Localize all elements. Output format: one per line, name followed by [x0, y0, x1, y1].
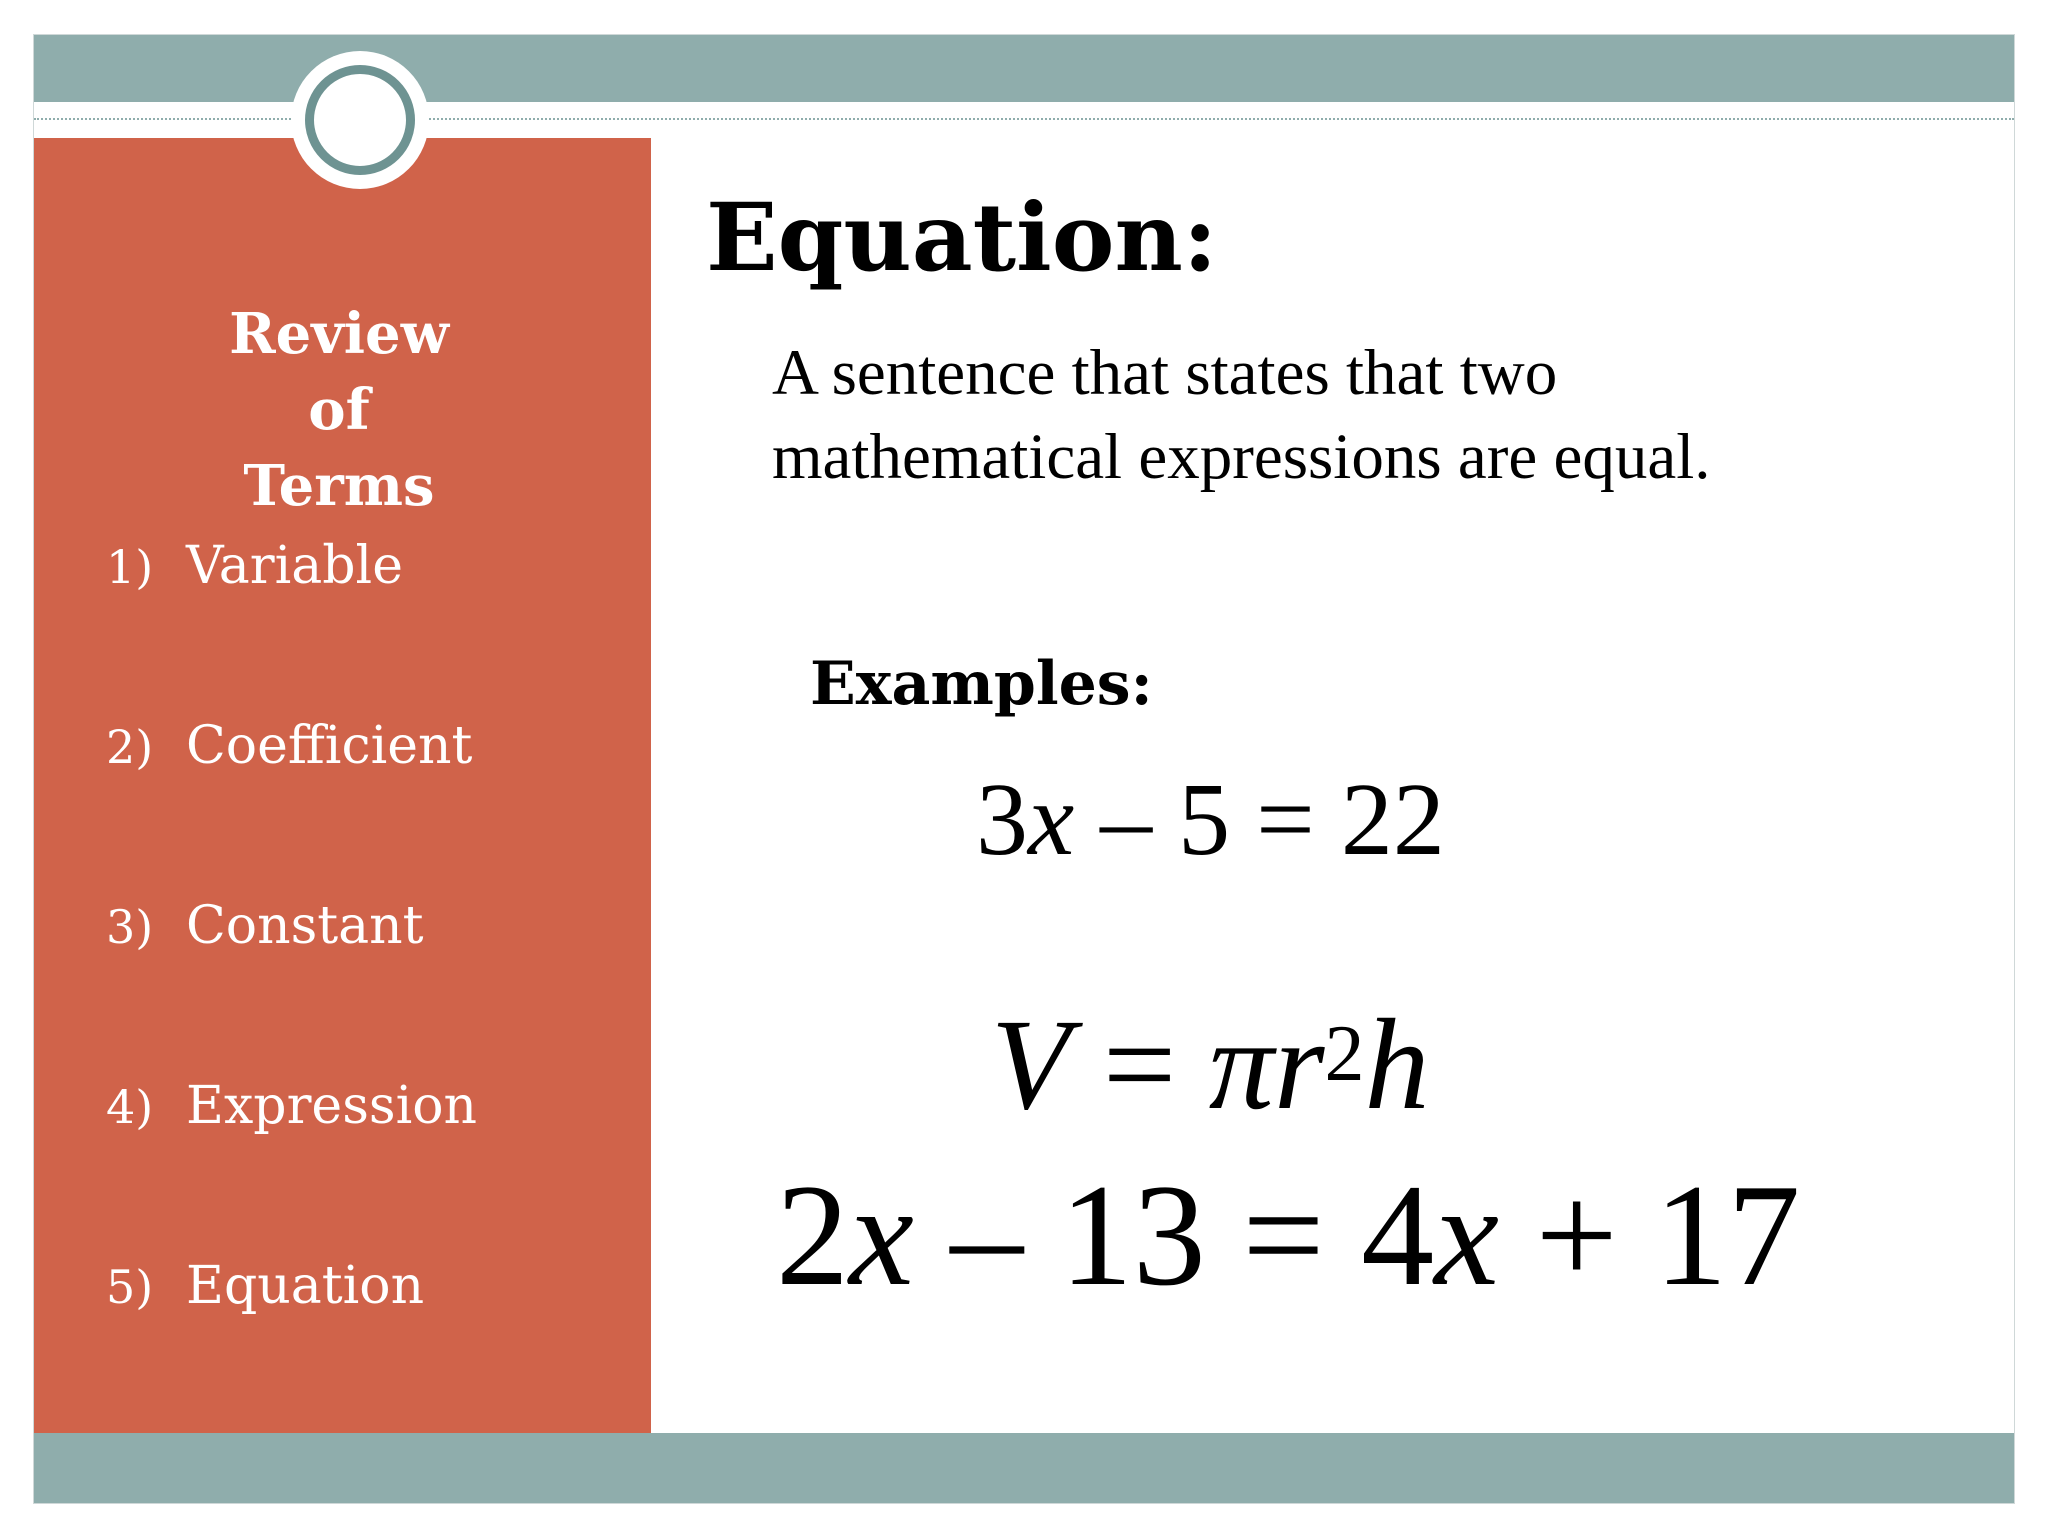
eq1-coefficient: 3 — [976, 762, 1028, 877]
example-equation-1 — [976, 760, 1445, 880]
example-equation-2 — [991, 990, 1429, 1157]
examples-label: Examples: — [810, 649, 1153, 719]
ring-ornament — [305, 65, 415, 175]
list-item-label: Constant — [186, 896, 424, 956]
eq2-volume: V — [991, 993, 1071, 1137]
eq3-variable-2: x — [1434, 1154, 1499, 1316]
list-item-variable — [106, 536, 403, 597]
eq3-variable-1: x — [849, 1154, 914, 1316]
eq2-radius: r — [1273, 993, 1325, 1137]
definition-text: A sentence that states that two mathematical expressions are equal. — [772, 337, 1711, 493]
sidebar-title-line-1: Review — [229, 301, 449, 367]
slide — [33, 34, 2015, 1504]
eq2-equals: = — [1070, 993, 1209, 1137]
list-item-coefficient — [106, 716, 472, 777]
list-item-number: 1) — [106, 540, 154, 594]
list-item-label: Equation — [186, 1256, 425, 1316]
list-item-number: 5) — [106, 1260, 154, 1314]
list-item-expression — [106, 1076, 477, 1137]
eq3-coefficient: 2 — [776, 1154, 849, 1316]
list-item-label: Expression — [186, 1076, 478, 1136]
bottom-accent-band — [34, 1433, 2014, 1503]
slide-title: Equation: — [706, 183, 1218, 293]
list-item-label: Variable — [186, 536, 403, 596]
list-item-number: 4) — [106, 1080, 154, 1134]
list-item-equation — [106, 1256, 424, 1317]
example-equation-3 — [776, 1150, 1800, 1320]
list-item-number: 3) — [106, 900, 154, 954]
eq1-variable: x — [1028, 762, 1075, 877]
eq2-exponent: 2 — [1324, 1010, 1365, 1098]
list-item-label: Coefficient — [186, 716, 473, 776]
list-item-constant — [106, 896, 424, 957]
eq3-end: + 17 — [1498, 1154, 1801, 1316]
sidebar-title-line-2: of — [308, 377, 370, 443]
eq2-height: h — [1364, 993, 1430, 1137]
eq3-middle: – 13 = 4 — [913, 1154, 1435, 1316]
eq1-rest: – 5 = 22 — [1074, 762, 1445, 877]
sidebar-panel — [34, 138, 651, 1435]
sidebar-title — [169, 296, 509, 524]
sidebar-title-line-3: Terms — [243, 453, 435, 519]
eq2-pi: π — [1208, 993, 1274, 1137]
list-item-number: 2) — [106, 720, 154, 774]
